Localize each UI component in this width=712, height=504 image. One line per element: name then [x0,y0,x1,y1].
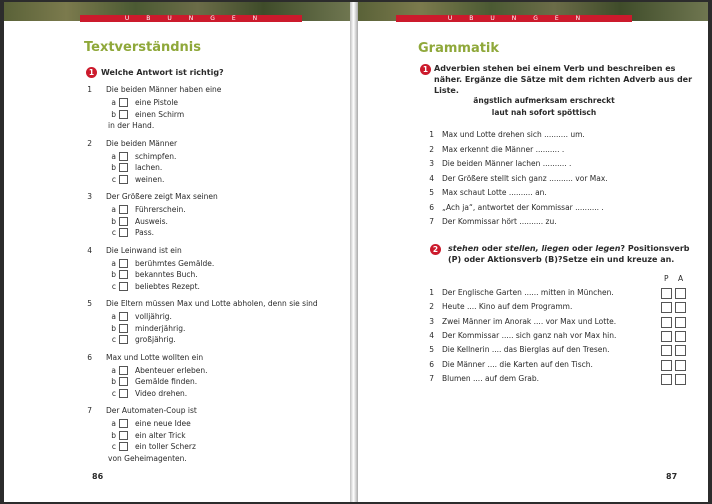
sentence-text: Heute .... Kino auf dem Programm. [442,302,573,312]
question-text: Die Eltern müssen Max und Lotte abholen, denn sie sind [106,299,318,308]
sentence-text: Max und Lotte drehen sich .......... um. [442,130,585,139]
option-letter: a [111,205,116,214]
option-letter: b [111,109,116,119]
option-letter: a [111,258,116,268]
question-text: Der Automaten-Coup ist [106,406,197,415]
answer-checkbox[interactable] [119,389,128,398]
answer-checkbox[interactable] [119,110,128,119]
sentence-number: 3 [429,159,434,168]
task-instruction: Welche Antwort ist richtig? [101,68,224,77]
task-number-badge: 1 [86,67,97,78]
sentence-number: 4 [429,173,434,183]
sentence-number: 4 [429,330,434,340]
option-text: weinen. [135,174,165,184]
sentence-text: Blumen .... auf dem Grab. [442,373,540,383]
answer-checkbox[interactable] [119,98,128,107]
option-letter: a [111,151,116,161]
sentence-number: 6 [429,359,434,369]
left-page [4,2,350,502]
checkbox-p[interactable] [661,302,672,313]
question-text: Die beiden Männer [106,138,178,148]
answer-checkbox[interactable] [119,217,128,226]
answer-checkbox[interactable] [119,377,128,386]
question-text: Der Größere zeigt Max seinen [106,192,218,201]
answer-checkbox[interactable] [119,259,128,268]
answer-checkbox[interactable] [119,228,128,237]
answer-checkbox[interactable] [119,442,128,451]
answer-checkbox[interactable] [119,282,128,291]
question-continuation: in der Hand. [108,121,155,130]
sentence-text: Die Kellnerin .... das Bierglas auf den Tresen. [442,345,610,355]
sentence-text: Der Englische Garten ...... mitten in München. [442,288,614,297]
checkbox-a[interactable] [675,331,686,342]
option-letter: c [111,442,116,451]
sentence-text: Der Kommissar hört .......... zu. [442,217,557,226]
instr-italic: stellen, liegen [505,244,570,253]
option-letter: a [111,312,116,321]
task-instruction: Adverbien stehen bei einem Verb und beschreiben es näher. Ergänze die Sätze mit dem richten Adverb aus der Liste. [434,64,693,95]
sentence-number: 6 [429,202,434,212]
sentence-number: 7 [429,373,434,383]
sentence-number: 5 [429,345,434,355]
instr-plain: oder [478,244,505,253]
checkbox-p[interactable] [661,317,672,328]
sentence-text: Die beiden Männer lachen .......... . [442,159,572,168]
question-number: 3 [87,192,92,201]
task-instruction [448,243,696,265]
sentence-text: Der Kommissar ..... sich ganz nah vor Max hin. [442,330,617,340]
sentence-number: 1 [429,130,434,139]
page-number-left: 86 [92,472,104,481]
option-letter: b [111,430,116,440]
option-text: volljährig. [135,312,172,321]
question-text: Max und Lotte wollten ein [106,352,204,362]
option-text: beliebtes Rezept. [135,281,200,291]
option-letter: c [111,388,116,398]
uebungen-banner: ÜBUNGEN [396,15,632,22]
sentence-text: „Ach ja“, antwortet der Kommissar .......... . [442,202,604,212]
checkbox-p[interactable] [661,360,672,371]
checkbox-a[interactable] [675,374,686,385]
sentence-number: 5 [429,188,434,197]
option-text: Abenteuer erleben. [135,365,208,375]
answer-checkbox[interactable] [119,366,128,375]
answer-checkbox[interactable] [119,335,128,344]
option-letter: a [111,365,116,375]
option-letter: c [111,228,116,237]
answer-checkbox[interactable] [119,312,128,321]
instr-plain: ? Positionsverb (P) oder Aktionsverb (B)?Setze ein und kreuze an. [448,244,690,264]
word-bank [454,95,634,119]
option-letter: b [111,163,116,172]
instr-italic: stehen [448,244,479,253]
sentence-number: 2 [429,144,434,154]
question-continuation: von Geheimagenten. [108,453,187,463]
option-letter: b [111,270,116,279]
question-text: Die beiden Männer haben eine [106,85,222,94]
question-text: Die Leinwand ist ein [106,245,182,255]
option-letter: b [111,323,116,333]
option-text: eine Pistole [135,98,179,107]
instr-plain: oder [569,244,596,253]
sentence-text: Max erkennt die Männer .......... . [442,144,565,154]
checkbox-p[interactable] [661,288,672,299]
question-number: 5 [87,299,92,308]
option-text: ein toller Scherz [135,442,196,451]
section-title-grammatik: Grammatik [418,41,500,56]
sentence-text: Max schaut Lotte .......... an. [442,188,547,197]
option-letter: b [111,216,116,226]
page-number-right: 87 [666,472,678,481]
option-text: schimpfen. [135,151,177,161]
sentence-number: 3 [429,316,434,326]
option-letter: a [111,98,116,107]
checkbox-a[interactable] [675,345,686,356]
option-text: berühmtes Gemälde. [135,258,215,268]
column-header-a: A [678,274,684,283]
checkbox-p[interactable] [661,345,672,356]
answer-checkbox[interactable] [119,270,128,279]
question-number: 4 [87,245,92,255]
answer-checkbox[interactable] [119,163,128,172]
instr-italic: legen [595,244,621,253]
checkbox-a[interactable] [675,302,686,313]
option-text: bekanntes Buch. [135,270,198,279]
section-title-textverstaendnis: Textverständnis [84,40,201,55]
answer-checkbox[interactable] [119,431,128,440]
sentence-number: 2 [429,302,434,312]
right-page [358,2,708,502]
option-text: Gemälde finden. [135,377,198,386]
sentence-text: Der Größere stellt sich ganz .......... vor Max. [442,173,608,183]
question-number: 1 [87,85,92,94]
sentence-number: 1 [429,288,434,297]
answer-checkbox[interactable] [119,324,128,333]
answer-checkbox[interactable] [119,152,128,161]
option-letter: c [111,174,116,184]
answer-checkbox[interactable] [119,419,128,428]
sentence-text: Zwei Männer im Anorak .... vor Max und Lotte. [442,316,617,326]
checkbox-a[interactable] [675,360,686,371]
checkbox-a[interactable] [675,317,686,328]
option-text: ein alter Trick [135,430,186,440]
option-text: einen Schirm [135,109,185,119]
sentence-number: 7 [429,217,434,226]
word-bank-line: laut nah sofort spöttisch [491,108,597,117]
book-gutter [350,2,358,502]
option-text: Führerschein. [135,205,186,214]
option-text: Video drehen. [135,388,188,398]
option-letter: c [111,281,116,291]
option-letter: c [111,335,116,344]
answer-checkbox[interactable] [119,175,128,184]
option-text: Pass. [135,228,154,237]
question-number: 7 [87,406,92,415]
word-bank-line: ängstlich aufmerksam erschreckt [473,96,615,105]
option-letter: a [111,419,116,428]
option-text: lachen. [135,163,163,172]
task-number-badge: 1 [420,64,431,75]
sentence-text: Die Männer .... die Karten auf den Tisch. [442,359,593,369]
option-text: Ausweis. [135,216,168,226]
task-number-badge: 2 [430,244,441,255]
checkbox-a[interactable] [675,288,686,299]
option-text: eine neue Idee [135,419,191,428]
question-number: 2 [87,138,92,148]
column-header-p: P [664,274,669,283]
uebungen-banner: ÜBUNGEN [80,15,302,22]
option-text: minderjährig. [135,323,186,333]
checkbox-p[interactable] [661,331,672,342]
question-number: 6 [87,352,92,362]
option-text: großjährig. [135,335,176,344]
option-letter: b [111,377,116,386]
checkbox-p[interactable] [661,374,672,385]
answer-checkbox[interactable] [119,205,128,214]
